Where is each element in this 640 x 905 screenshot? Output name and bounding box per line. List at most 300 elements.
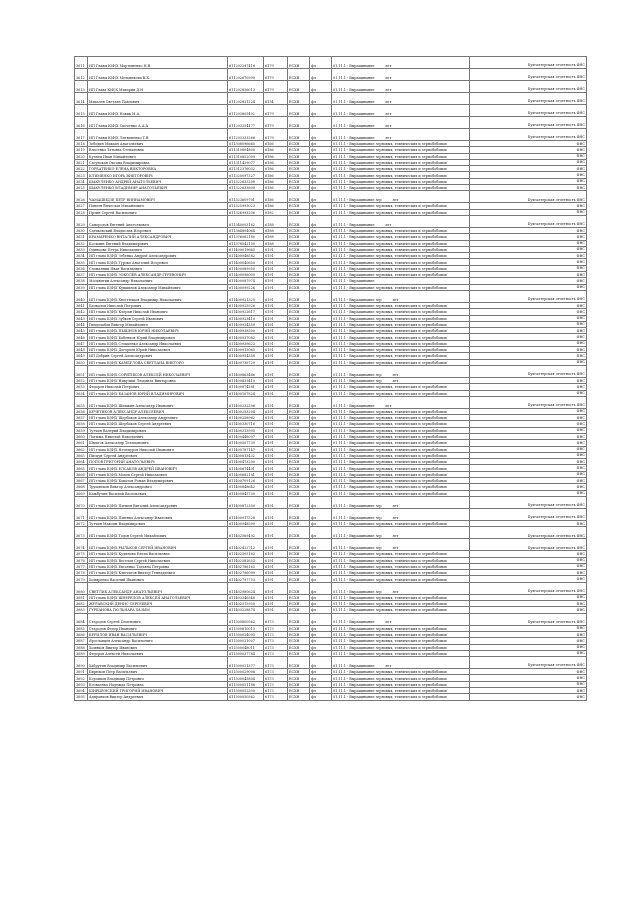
reporting-type-cell: ФНС bbox=[470, 309, 587, 315]
tax-office-code-cell: 6191 bbox=[264, 459, 288, 465]
tax-regime-cell: ЕСХН bbox=[288, 496, 310, 508]
tax-regime-cell: ЕСХН bbox=[288, 259, 310, 265]
row-number-cell: 3625 bbox=[75, 185, 88, 191]
inn-cell: 611322633208 bbox=[228, 178, 264, 184]
activity-code-cell: 01.11.1 - Выращивание зерновых, технических и зернобобовых bbox=[332, 421, 470, 427]
row-number-cell: 3694 bbox=[75, 688, 88, 694]
tax-office-code-cell: 6191 bbox=[264, 484, 288, 490]
inn-cell: 611376062180 bbox=[228, 234, 264, 240]
entity-type-cell: фл bbox=[310, 465, 332, 471]
activity-code-cell: 01.11.1 - Выращивание зерновых, технических и зернобобовых bbox=[332, 203, 470, 209]
activity-code-cell: 01.11.1 - Выращивание зер лет bbox=[332, 377, 470, 383]
inn-cell: 611400915065 bbox=[228, 347, 264, 353]
taxpayer-name-cell: ИП глава К(Ф)Х Щербаков Сергей Андреевич bbox=[88, 421, 228, 427]
tax-office-code-cell: 6191 bbox=[264, 246, 288, 252]
row-number-cell: 3636 bbox=[75, 265, 88, 271]
table-row bbox=[75, 657, 587, 669]
inn-cell: 611400938500 bbox=[228, 328, 264, 334]
inn-cell: 611400948590 bbox=[228, 520, 264, 526]
tax-office-code-cell: 6191 bbox=[264, 259, 288, 265]
table-row bbox=[75, 117, 587, 129]
reporting-type-cell: ФНС bbox=[470, 650, 587, 656]
row-number-cell: 3634 bbox=[75, 253, 88, 259]
inn-cell: 611202670990 bbox=[228, 69, 264, 81]
entity-type-cell: фл bbox=[310, 539, 332, 551]
tax-office-code-cell: 6173 bbox=[264, 694, 288, 700]
tax-office-code-cell: 6179 bbox=[264, 57, 288, 69]
inn-cell: 611400258962 bbox=[228, 415, 264, 421]
taxpayer-name-cell: КЕЧЕТИКОВ АЛЕКСАНДР АЛЕКСЕЕВИЧ bbox=[88, 408, 228, 414]
table-row bbox=[75, 396, 587, 408]
tax-office-code-cell: 6191 bbox=[264, 551, 288, 557]
tax-regime-cell: ЕСХН bbox=[288, 185, 310, 191]
taxpayer-name-cell: ИП глава К(Ф)Х ЗОКОЛЕВ АЛЕКСАНДР ГУРЕВОНИЧ bbox=[88, 272, 228, 278]
taxpayer-name-cell: Одинцова Петра Николаевич bbox=[88, 246, 228, 252]
taxpayer-name-cell: Косьмин Евгений Владимирович bbox=[88, 240, 228, 246]
taxpayer-name-cell: Хомяренко Василий Иванович bbox=[88, 576, 228, 582]
entity-type-cell: фл bbox=[310, 377, 332, 383]
taxpayer-name-cell: Латыжа Николай Николаевич bbox=[88, 433, 228, 439]
reporting-type-cell: ФНС bbox=[470, 185, 587, 191]
tax-office-code-cell: 6173 bbox=[264, 657, 288, 669]
row-number-cell: 3683 bbox=[75, 607, 88, 613]
reporting-type-cell: ФНС bbox=[470, 359, 587, 365]
reporting-type-cell: ФНС bbox=[470, 638, 587, 644]
inn-cell: 611500029008 bbox=[228, 669, 264, 675]
inn-cell: 611400107824 bbox=[228, 390, 264, 396]
inn-cell: 611500800562 bbox=[228, 613, 264, 625]
taxpayer-name-cell: КЛИМЕНКО ИГОРЬ ВИКТОРОВИЧ bbox=[88, 172, 228, 178]
activity-code-cell: 01.11.1 - Выращивание зерновых, технических и зернобобовых bbox=[332, 253, 470, 259]
taxpayer-name-cell: Власенко Татьяна Степановна bbox=[88, 147, 228, 153]
tax-office-code-cell: 6191 bbox=[264, 278, 288, 284]
reporting-type-cell: Бухгалтерская отчетность ФНС bbox=[470, 657, 587, 669]
activity-code-cell: 01.11.1 - Выращивание зерновых, технических и зернобобовых bbox=[332, 440, 470, 446]
tax-regime-cell: ЕСХН bbox=[288, 657, 310, 669]
row-number-cell: 3690 bbox=[75, 657, 88, 669]
tax-office-code-cell: 6191 bbox=[264, 390, 288, 396]
entity-type-cell: фл bbox=[310, 508, 332, 520]
entity-type-cell: фл bbox=[310, 471, 332, 477]
tax-regime-cell: ЕСХН bbox=[288, 427, 310, 433]
row-number-cell: 3668 bbox=[75, 484, 88, 490]
entity-type-cell: фл bbox=[310, 340, 332, 346]
activity-code-cell: 01.11.1 - Выращивание зерновых, технических и зернобобовых bbox=[332, 315, 470, 321]
inn-cell: 611203254177 bbox=[228, 117, 264, 129]
tax-regime-cell: ЕСХН bbox=[288, 191, 310, 203]
taxpayer-name-cell: Гиндолабов Виктор Михайлович bbox=[88, 321, 228, 327]
taxpayer-name-cell: ИП глава К(Ф)Х Стоцкенко Александр Николаевич bbox=[88, 340, 228, 346]
entity-type-cell: фл bbox=[310, 309, 332, 315]
tax-regime-cell: ЕСХН bbox=[288, 557, 310, 563]
reporting-type-cell: ФНС bbox=[470, 284, 587, 290]
taxpayer-name-cell: ИП глава К(Ф)Х Клерин Николай Иванович bbox=[88, 309, 228, 315]
reporting-type-cell: ФНС bbox=[470, 390, 587, 396]
entity-type-cell: фл bbox=[310, 353, 332, 359]
entity-type-cell: фл bbox=[310, 105, 332, 117]
inn-cell: 611400099226 bbox=[228, 284, 264, 290]
taxpayer-name-cell: ИП глава К(Ф)Х Бакалов Роман Владимирович bbox=[88, 478, 228, 484]
tax-office-code-cell: 6191 bbox=[264, 440, 288, 446]
activity-code-cell: 01.11.1 - Выращивание зерновых, технических и зернобобовых bbox=[332, 178, 470, 184]
tax-regime-cell: ЕСХН bbox=[288, 408, 310, 414]
activity-code-cell: 01.11.1 - Выращивание зерновых, технических и зернобобовых bbox=[332, 650, 470, 656]
taxpayer-name-cell: ИП глава К(Ф)Х СОРЯТИКОВ АЛЕКСЕЙ НИКОЛАЕВИЧ bbox=[88, 365, 228, 377]
tax-office-code-cell: 6191 bbox=[264, 365, 288, 377]
taxpayer-name-cell: ПОПОВ ГРИГОРИЙ АНАТОЛЬЕВИЧ bbox=[88, 459, 228, 465]
activity-code-cell: 01.11.1 - Выращивание зерновых, технических и зернобобовых bbox=[332, 390, 470, 396]
inn-cell: 611400939623 bbox=[228, 340, 264, 346]
records-table bbox=[74, 56, 587, 701]
activity-code-cell: 01.11.1 - Выращивание зерновых, технических и зернобобовых bbox=[332, 141, 470, 147]
activity-code-cell: 01.11.1 - Выращивание зерновых, технических и зернобобовых bbox=[332, 669, 470, 675]
row-number-cell: 3692 bbox=[75, 675, 88, 681]
tax-office-code-cell: 6188 bbox=[264, 215, 288, 227]
tax-regime-cell: ЕСХН bbox=[288, 172, 310, 178]
row-number-cell: 3677 bbox=[75, 563, 88, 569]
reporting-type-cell: ФНС bbox=[470, 625, 587, 631]
taxpayer-name-cell: ИП глава К(Ф)Х БАЗАНОВ ЮРИЙ ВЛАДИМИРОВИЧ bbox=[88, 390, 228, 396]
entity-type-cell: фл bbox=[310, 365, 332, 377]
activity-code-cell: 01.11.1 - Выращивание зер лет bbox=[332, 539, 470, 551]
row-number-cell: 3661 bbox=[75, 440, 88, 446]
reporting-type-cell: ФНС bbox=[470, 246, 587, 252]
taxpayer-name-cell: Федоров Алексей Николаевич bbox=[88, 650, 228, 656]
inn-cell: 611322633800 bbox=[228, 185, 264, 191]
reporting-type-cell: ФНС bbox=[470, 272, 587, 278]
reporting-type-cell: ФНС bbox=[470, 427, 587, 433]
reporting-type-cell: ФНС bbox=[470, 607, 587, 613]
entity-type-cell: фл bbox=[310, 459, 332, 465]
row-number-cell: 3612 bbox=[75, 69, 88, 81]
activity-code-cell: 01.11.1 - Выращивание зерновых, технических и зернобобовых bbox=[332, 302, 470, 308]
inn-cell: 611310804800 bbox=[228, 147, 264, 153]
row-number-cell: 3659 bbox=[75, 427, 88, 433]
taxpayer-name-cell: ИП Главы К(Ф)Х Скоченко А.А.А bbox=[88, 117, 228, 129]
reporting-type-cell: ФНС bbox=[470, 644, 587, 650]
activity-code-cell: 01.11.1 - Выращивание зерновых, технических и зернобобовых bbox=[332, 415, 470, 421]
inn-cell: 611400507739 bbox=[228, 440, 264, 446]
taxpayer-name-cell: Шмитов Александр Тельманович bbox=[88, 440, 228, 446]
taxpayer-name-cell: ШИРШУНСКИЙ ГРИГОРИЙ ИВАНОВИЧ bbox=[88, 688, 228, 694]
tax-office-code-cell: 6191 bbox=[264, 582, 288, 594]
entity-type-cell: фл bbox=[310, 178, 332, 184]
reporting-type-cell: ФНС bbox=[470, 141, 587, 147]
tax-office-code-cell: 6191 bbox=[264, 253, 288, 259]
tax-regime-cell: ЕСХН bbox=[288, 452, 310, 458]
entity-type-cell: фл bbox=[310, 172, 332, 178]
taxpayer-name-cell: Стародов Федор Иванович bbox=[88, 625, 228, 631]
inn-cell: 611400925926 bbox=[228, 302, 264, 308]
activity-code-cell: 01.11.1 - Выращивание зерновых, технических и зернобобовых bbox=[332, 465, 470, 471]
activity-code-cell: 01.11.1 - Выращивание зерновых, технических и зернобобовых bbox=[332, 694, 470, 700]
entity-type-cell: фл bbox=[310, 527, 332, 539]
tax-office-code-cell: 6191 bbox=[264, 601, 288, 607]
entity-type-cell: фл bbox=[310, 234, 332, 240]
tax-office-code-cell: 6186 bbox=[264, 159, 288, 165]
entity-type-cell: фл bbox=[310, 185, 332, 191]
activity-code-cell: 01.11.1 - Выращивание зерновых, технических и зернобобовых bbox=[332, 153, 470, 159]
taxpayer-name-cell: ИП глава К(Ф)Х Евсоенко Татьяна Петровна bbox=[88, 563, 228, 569]
taxpayer-name-cell: ГУРБАНОВА ГЮЛЬНАРА ХАЗЫМ bbox=[88, 607, 228, 613]
entity-type-cell: фл bbox=[310, 334, 332, 340]
tax-regime-cell: ЕСХН bbox=[288, 594, 310, 600]
tax-office-code-cell: 6179 bbox=[264, 81, 288, 93]
activity-code-cell: 01.11.1 - Выращивание лет bbox=[332, 129, 470, 141]
row-number-cell: 3654 bbox=[75, 390, 88, 396]
table-row bbox=[75, 81, 587, 93]
activity-code-cell: 01.11.1 - Выращивание зерновых, технических и зернобобовых bbox=[332, 209, 470, 215]
tax-office-code-cell: 6191 bbox=[264, 384, 288, 390]
entity-type-cell: фл bbox=[310, 478, 332, 484]
activity-code-cell: 01.11.1 - Выращивание зерновых, технических и зернобобовых bbox=[332, 576, 470, 582]
reporting-type-cell: ФНС bbox=[470, 484, 587, 490]
activity-code-cell: 01.11.1 - Выращивание зерновых, технических и зернобобовых bbox=[332, 625, 470, 631]
taxpayer-name-cell: Михалев Светлан Павлович bbox=[88, 93, 228, 105]
taxpayer-name-cell: Самородов Евгений Анатольевич bbox=[88, 215, 228, 227]
inn-cell: 611400019665 bbox=[228, 246, 264, 252]
inn-cell: 611402569492 bbox=[228, 527, 264, 539]
taxpayer-name-cell: Ирзин Сергей Васильевич bbox=[88, 209, 228, 215]
tax-regime-cell: ЕСХН bbox=[288, 396, 310, 408]
entity-type-cell: фл bbox=[310, 607, 332, 613]
tax-regime-cell: ЕСХН bbox=[288, 377, 310, 383]
tax-regime-cell: ЕСХН bbox=[288, 209, 310, 215]
activity-code-cell: 01.11.1 - Выращивание зерновых, технических и зернобобовых bbox=[332, 272, 470, 278]
entity-type-cell: фл bbox=[310, 396, 332, 408]
activity-code-cell: 01.11.1 - Выращивание зерновых, технических и зернобобовых bbox=[332, 340, 470, 346]
entity-type-cell: фл bbox=[310, 576, 332, 582]
row-number-cell: 3646 bbox=[75, 334, 88, 340]
tax-office-code-cell: 6191 bbox=[264, 408, 288, 414]
taxpayer-name-cell: Бирюков Пётр Васильевич bbox=[88, 669, 228, 675]
entity-type-cell: фл bbox=[310, 347, 332, 353]
entity-type-cell: фл bbox=[310, 613, 332, 625]
tax-office-code-cell: 6191 bbox=[264, 478, 288, 484]
activity-code-cell: 01.11.1 - Выращивание зерновых, технических и зернобобовых bbox=[332, 408, 470, 414]
inn-cell: 611311429077 bbox=[228, 159, 264, 165]
row-number-cell: 3642 bbox=[75, 309, 88, 315]
tax-regime-cell: ЕСХН bbox=[288, 508, 310, 520]
taxpayer-name-cell: ИП глава К(Ф)Х Никулиш Людмила Викторовна bbox=[88, 377, 228, 383]
table-row bbox=[75, 496, 587, 508]
taxpayer-name-cell: ИП глава К(Ф)Х Годов Сергей Михайлович bbox=[88, 527, 228, 539]
entity-type-cell: фл bbox=[310, 359, 332, 365]
entity-type-cell: фл bbox=[310, 153, 332, 159]
taxpayer-name-cell: ЖУРАВСКИЙ ДЕНИС СЕРГЕЕВИЧ bbox=[88, 601, 228, 607]
row-number-cell: 3653 bbox=[75, 384, 88, 390]
taxpayer-name-cell: ИП глава К(Ф)Х Ключигов Виктор Геннадьевич bbox=[88, 570, 228, 576]
activity-code-cell: 01.11.1 - Выращивание зер лет bbox=[332, 508, 470, 520]
tax-office-code-cell: 6186 bbox=[264, 172, 288, 178]
activity-code-cell: 01.11.1 - Выращивание зерновых, технических и зернобобовых bbox=[332, 520, 470, 526]
reporting-type-cell: ФНС bbox=[470, 347, 587, 353]
taxpayer-name-cell: ИП глава К(Ф)Х Пшенко Александр Иванович bbox=[88, 508, 228, 520]
tax-office-code-cell: 6191 bbox=[264, 433, 288, 439]
row-number-cell: 3613 bbox=[75, 81, 88, 93]
row-number-cell: 3689 bbox=[75, 650, 88, 656]
entity-type-cell: фл bbox=[310, 551, 332, 557]
tax-regime-cell: ЕСХН bbox=[288, 520, 310, 526]
entity-type-cell: фл bbox=[310, 259, 332, 265]
taxpayer-name-cell: ИП глава К(Ф)Х Кувшинов Александр Михайлович bbox=[88, 284, 228, 290]
activity-code-cell: 01.11.1 - Выращивание зерновых, технических и зернобобовых bbox=[332, 246, 470, 252]
entity-type-cell: фл bbox=[310, 215, 332, 227]
taxpayer-name-cell: Кузнец Иван Михайлович bbox=[88, 153, 228, 159]
inn-cell: 611400921325 bbox=[228, 290, 264, 302]
entity-type-cell: фл bbox=[310, 209, 332, 215]
row-number-cell: 3628 bbox=[75, 209, 88, 215]
entity-type-cell: фл bbox=[310, 203, 332, 209]
row-number-cell: 3617 bbox=[75, 129, 88, 141]
tax-office-code-cell: 6191 bbox=[264, 272, 288, 278]
tax-regime-cell: ЕСХН bbox=[288, 215, 310, 227]
entity-type-cell: фл bbox=[310, 81, 332, 93]
reporting-type-cell: ФНС bbox=[470, 340, 587, 346]
records-table-body bbox=[75, 57, 587, 701]
inn-cell: 611400674401 bbox=[228, 465, 264, 471]
taxpayer-name-cell: ИП глава К(Ф)Х ЕЛСАКОВ АНДРЕЙ ИВАНОВИЧ bbox=[88, 465, 228, 471]
reporting-type-cell: ФНС bbox=[470, 459, 587, 465]
inn-cell: 611402797753 bbox=[228, 576, 264, 582]
inn-cell: 611400848642 bbox=[228, 484, 264, 490]
activity-code-cell: 01.11.1 - Выращивание зерновых, технических и зернобобовых bbox=[332, 471, 470, 477]
entity-type-cell: фл bbox=[310, 141, 332, 147]
entity-type-cell: фл bbox=[310, 415, 332, 421]
inn-cell: 611402980624 bbox=[228, 582, 264, 594]
row-number-cell: 3695 bbox=[75, 694, 88, 700]
tax-regime-cell: ЕСХН bbox=[288, 353, 310, 359]
row-number-cell: 3648 bbox=[75, 347, 88, 353]
taxpayer-name-cell: ИП Глава К(Ф)Х Михарин Д.Н bbox=[88, 81, 228, 93]
entity-type-cell: фл bbox=[310, 594, 332, 600]
entity-type-cell: фл bbox=[310, 452, 332, 458]
inn-cell: 611400736729 bbox=[228, 359, 264, 365]
row-number-cell: 3669 bbox=[75, 490, 88, 496]
row-number-cell: 3682 bbox=[75, 601, 88, 607]
inn-cell: 611402575959 bbox=[228, 601, 264, 607]
activity-code-cell: 01.11.1 - Выращивание зерновых, технических и зернобобовых bbox=[332, 551, 470, 557]
tax-regime-cell: ЕСХН bbox=[288, 471, 310, 477]
taxpayer-name-cell: Кажбулин Василий Васильевич bbox=[88, 490, 228, 496]
activity-code-cell: 01.11.1 - Выращивание зерновых, технических и зернобобовых bbox=[332, 644, 470, 650]
tax-regime-cell: ЕСХН bbox=[288, 601, 310, 607]
tax-regime-cell: ЕСХН bbox=[288, 178, 310, 184]
activity-code-cell: 01.11.1 - Выращивание зерновых, технических и зернобобовых bbox=[332, 594, 470, 600]
reporting-type-cell: ФНС bbox=[470, 415, 587, 421]
tax-regime-cell: ЕСХН bbox=[288, 265, 310, 271]
tax-office-code-cell: 6186 bbox=[264, 153, 288, 159]
row-number-cell: 3664 bbox=[75, 459, 88, 465]
reporting-type-cell: ФНС bbox=[470, 601, 587, 607]
tax-office-code-cell: 6191 bbox=[264, 415, 288, 421]
entity-type-cell: фл bbox=[310, 191, 332, 203]
tax-office-code-cell: 6191 bbox=[264, 570, 288, 576]
inn-cell: 611402582653 bbox=[228, 557, 264, 563]
reporting-type-cell: Бухгалтерская отчетность ФНС bbox=[470, 508, 587, 520]
taxpayer-name-cell: Ярославцев Александр Васильевич bbox=[88, 638, 228, 644]
row-number-cell: 3681 bbox=[75, 594, 88, 600]
table-row bbox=[75, 582, 587, 594]
entity-type-cell: фл bbox=[310, 484, 332, 490]
row-number-cell: 3679 bbox=[75, 576, 88, 582]
table-row bbox=[75, 191, 587, 203]
entity-type-cell: фл bbox=[310, 563, 332, 569]
taxpayer-name-cell: КРАМАРЕНКО ВИТАЛИЙ АЛЕКСАНДРОВИЧ bbox=[88, 234, 228, 240]
entity-type-cell: фл bbox=[310, 520, 332, 526]
entity-type-cell: фл bbox=[310, 421, 332, 427]
taxpayer-name-cell: ИП глава К(Ф)Х Пичков Виталий Александрович bbox=[88, 496, 228, 508]
tax-office-code-cell: 6191 bbox=[264, 353, 288, 359]
row-number-cell: 3674 bbox=[75, 539, 88, 551]
tax-office-code-cell: 6182 bbox=[264, 209, 288, 215]
row-number-cell: 3660 bbox=[75, 433, 88, 439]
tax-regime-cell: ЕСХН bbox=[288, 582, 310, 594]
entity-type-cell: фл bbox=[310, 669, 332, 675]
entity-type-cell: фл bbox=[310, 272, 332, 278]
tax-regime-cell: ЕСХН bbox=[288, 203, 310, 209]
entity-type-cell: фл bbox=[310, 159, 332, 165]
tax-regime-cell: ЕСХН bbox=[288, 272, 310, 278]
row-number-cell: 3640 bbox=[75, 290, 88, 302]
entity-type-cell: фл bbox=[310, 129, 332, 141]
reporting-type-cell: Бухгалтерская отчетность ФНС bbox=[470, 539, 587, 551]
taxpayer-name-cell: Бачкалов Николай Петрович bbox=[88, 302, 228, 308]
reporting-type-cell: Бухгалтерская отчетность ФНС bbox=[470, 613, 587, 625]
inn-cell: 611202821224 bbox=[228, 93, 264, 105]
taxpayer-name-cell: Сатиковский Владислав Игоревич bbox=[88, 227, 228, 233]
row-number-cell: 3621 bbox=[75, 159, 88, 165]
reporting-type-cell: Бухгалтерская отчетность ФНС bbox=[470, 215, 587, 227]
activity-code-cell: 01.11.1 - Выращивание зерновых, технических и зернобобовых bbox=[332, 384, 470, 390]
reporting-type-cell: Бухгалтерская отчетность ФНС bbox=[470, 582, 587, 594]
tax-regime-cell: ЕСХН bbox=[288, 347, 310, 353]
row-number-cell: 3619 bbox=[75, 147, 88, 153]
tax-regime-cell: ЕСХН bbox=[288, 440, 310, 446]
entity-type-cell: фл bbox=[310, 227, 332, 233]
document-page bbox=[74, 56, 586, 701]
table-row bbox=[75, 290, 587, 302]
entity-type-cell: фл bbox=[310, 240, 332, 246]
inn-cell: 611500048011 bbox=[228, 644, 264, 650]
inn-cell: 611500021007 bbox=[228, 638, 264, 644]
tax-office-code-cell: 6179 bbox=[264, 129, 288, 141]
activity-code-cell: 01.11.1 - Выращивание зер лет bbox=[332, 496, 470, 508]
entity-type-cell: фл bbox=[310, 166, 332, 172]
reporting-type-cell: ФНС bbox=[470, 465, 587, 471]
entity-type-cell: фл bbox=[310, 681, 332, 687]
taxpayer-name-cell: Тутчин Валерий Владимирович bbox=[88, 427, 228, 433]
tax-office-code-cell: 6191 bbox=[264, 377, 288, 383]
tax-office-code-cell: 6186 bbox=[264, 178, 288, 184]
taxpayer-name-cell: ИП глава К(Ф)Х Гурзко Анатолий Игоревич bbox=[88, 259, 228, 265]
tax-regime-cell: ЕСХН bbox=[288, 607, 310, 613]
taxpayer-name-cell: Панеев Вячеслав Михайлович bbox=[88, 203, 228, 209]
activity-code-cell: 01.11.1 - Выращивание зер лет bbox=[332, 290, 470, 302]
row-number-cell: 3657 bbox=[75, 415, 88, 421]
activity-code-cell: 01.11.1 - Выращивание зерновых, технических и зернобобовых bbox=[332, 427, 470, 433]
tax-regime-cell: ЕСХН bbox=[288, 302, 310, 308]
row-number-cell: 3663 bbox=[75, 452, 88, 458]
taxpayer-name-cell: ИП глава К(Ф)Х Мохов Сергей Николаевич bbox=[88, 471, 228, 477]
reporting-type-cell: ФНС bbox=[470, 478, 587, 484]
entity-type-cell: фл bbox=[310, 69, 332, 81]
activity-code-cell: 01.11.1 - Выращивание зерновых, технических и зернобобовых bbox=[332, 265, 470, 271]
taxpayer-name-cell: СВЕТЛИК АЛЕКСАНДР АНАТОЛЬЕВИЧ bbox=[88, 582, 228, 594]
reporting-type-cell: ФНС bbox=[470, 440, 587, 446]
tax-regime-cell: ЕСХН bbox=[288, 321, 310, 327]
taxpayer-name-cell: Москвитин Александр Николаевич bbox=[88, 278, 228, 284]
